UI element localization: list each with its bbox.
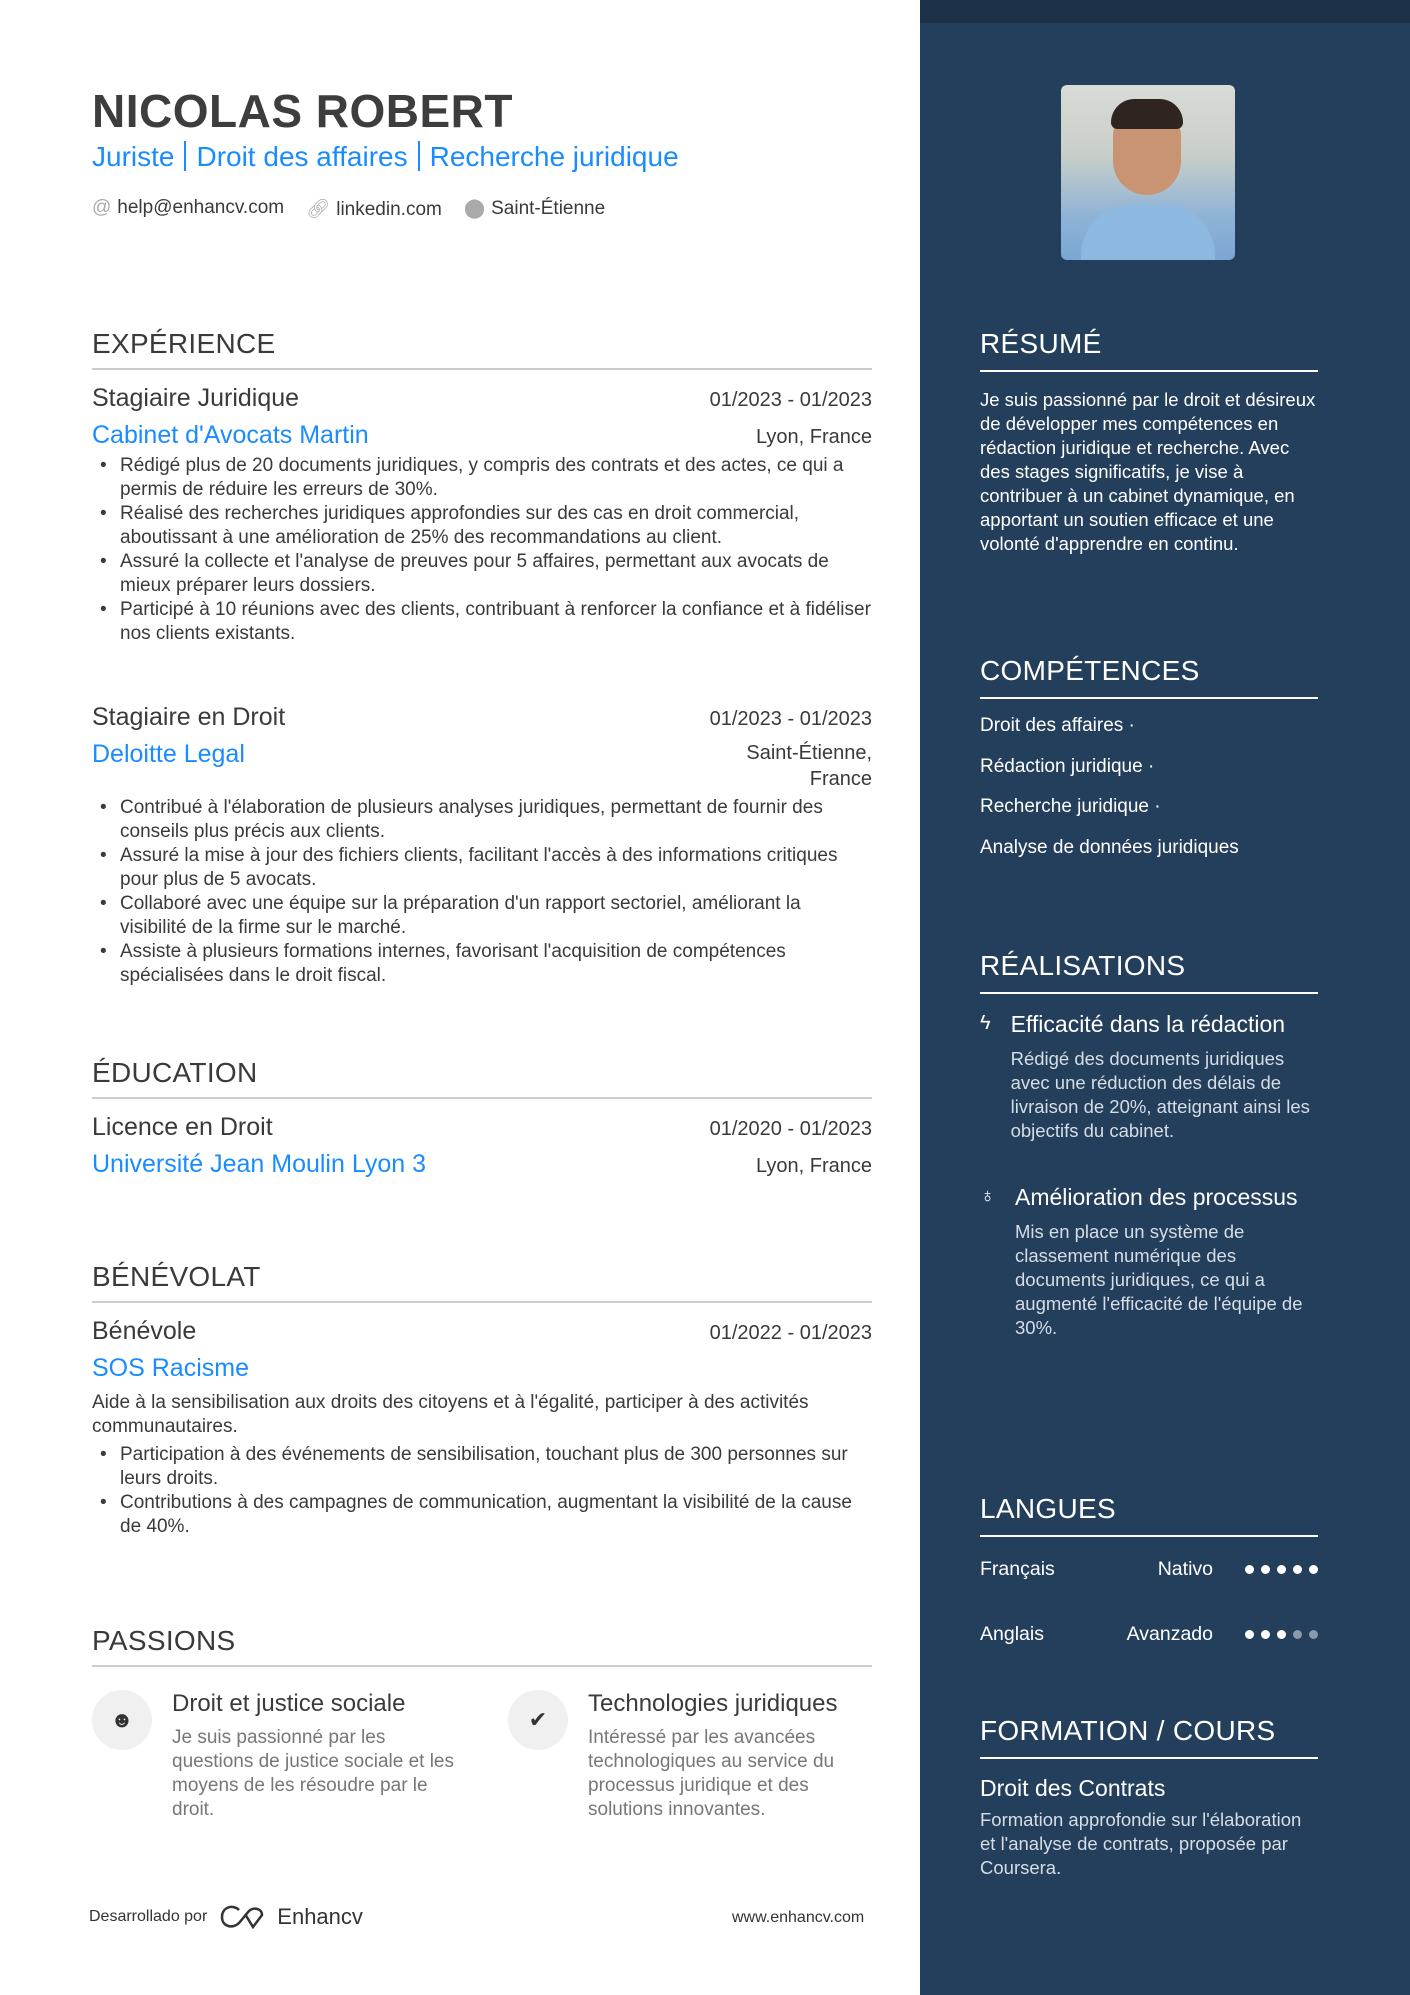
language-level: Nativo [1157,1558,1213,1580]
summary-text: Je suis passionné par le droit et désireux de développer mes compétences en rédaction juridique et recherche. Avec des stages significatifs, je vise à contribuer à un cabinet dynamique, en apportant un soutien efficace et une volonté d'apprendre en continu. [980,389,1316,554]
language-rating [1245,1565,1318,1574]
bullet: • Assuré la collecte et l'analyse de preuves pour 5 affaires, permettant aux avocats de mieux préparer leurs dossiers. [92,550,872,598]
contact-text: help@enhancv.com [117,197,285,218]
course-description: Formation approfondie sur l'élaboration et l'analyse de contrats, proposée par Coursera. [980,1809,1302,1878]
languages-section [980,1493,1318,1667]
section-heading: PASSIONS [92,1625,872,1667]
contact-linkedin[interactable] [306,197,442,221]
passion-description: Intéressé par les avancées technologiques au service du processus juridique et des solutions innovantes. [588,1727,835,1820]
language-rating [1245,1630,1318,1639]
powered-by-label: Desarrollado por [89,1908,208,1925]
section-heading: RÉSUMÉ [980,328,1318,372]
volunteer-description: Aide à la sensibilisation aux droits des citoyens et à l'égalité, participer à des activités communautaires. [92,1392,809,1437]
headline-title: Recherche juridique [429,141,679,172]
achievement-description: Rédigé des documents juridiques avec une réduction des délais de livraison de 20%, atteignant ainsi les objectifs du cabinet. [1010,1048,1310,1141]
achievements-section [980,950,1318,1380]
footer-url[interactable]: www.enhancv.com [732,1909,865,1926]
passions-section [92,1625,872,1681]
job-entry [92,384,872,646]
bullet: • Contributions à des campagnes de communication, augmentant la visibilité de la cause de 40%. [92,1491,872,1539]
head-icon: ☻ [92,1690,152,1750]
language-item [980,1602,1318,1667]
check-icon: ✔ [508,1690,568,1750]
skill-item: Rédaction juridique · [980,755,1155,777]
bullet: • Participation à des événements de sensibilisation, touchant plus de 300 personnes sur leurs droits. [92,1443,872,1491]
headline [92,141,679,173]
headline-title: Juriste [92,141,175,172]
section-heading: BÉNÉVOLAT [92,1261,872,1303]
volunteer-section [92,1261,872,1539]
passion-title: Technologies juridiques [588,1690,838,1717]
bullet: • Assuré la mise à jour des fichiers clients, facilitant l'accès à des informations critiques pour plus de 5 avocats. [92,844,872,892]
enhancv-logo-icon [219,1904,265,1930]
school-location: Lyon, France [756,1155,872,1177]
language-name: Français [980,1558,1055,1580]
section-heading: FORMATION / COURS [980,1715,1318,1759]
job-location: Saint-Étienne, France [746,742,872,790]
rating-dot [1245,1565,1254,1574]
rating-dot [1261,1630,1270,1639]
passion-description: Je suis passionné par les questions de justice sociale et les moyens de les résoudre par le droit. [172,1727,454,1820]
volunteer-org: SOS Racisme [92,1354,249,1382]
job-dates: 01/2023 - 01/2023 [709,389,872,411]
section-heading: RÉALISATIONS [980,950,1318,994]
link-icon: 🔗︎ [306,199,331,220]
location-pin-icon: ⬤ [463,198,486,219]
rating-dot [1293,1630,1302,1639]
language-item [980,1537,1318,1602]
rating-dot [1261,1565,1270,1574]
candidate-name: NICOLAS ROBERT [92,85,513,137]
job-entry [92,703,872,988]
profile-photo [1061,85,1235,260]
bullet: • Réalisé des recherches juridiques approfondies sur des cas en droit commercial, aboutissant à une amélioration de 25% des recommandations au client. [92,502,872,550]
rating-dot [1277,1630,1286,1639]
achievement-item [980,1183,1318,1340]
bullet: • Rédigé plus de 20 documents juridiques, y compris des contrats et des actes, ce qui a permis de réduire les erreurs de 30%. [92,454,872,502]
language-level: Avanzado [1126,1623,1213,1645]
education-dates: 01/2020 - 01/2023 [709,1118,872,1140]
section-heading: COMPÉTENCES [980,655,1318,699]
skill-item: Analyse de données juridiques [980,837,1239,859]
skill-item: Recherche juridique · [980,796,1161,818]
company-name: Cabinet d'Avocats Martin [92,421,369,449]
achievement-title: Efficacité dans la rédaction [1010,1011,1286,1037]
at-icon: @ [92,197,112,218]
job-title: Stagiaire en Droit [92,703,286,731]
rating-dot [1277,1565,1286,1574]
footer-branding[interactable] [89,1904,363,1930]
volunteer-role: Bénévole [92,1317,197,1345]
section-heading: EXPÉRIENCE [92,328,872,370]
rating-dot [1245,1630,1254,1639]
section-heading: ÉDUCATION [92,1057,872,1099]
experience-section [92,328,872,646]
lightbulb-icon: ♁ [980,1185,995,1207]
achievement-description: Mis en place un système de classement numérique des documents juridiques, ce qui a augmenté l'efficacité de l'équipe de 30%. [1015,1221,1303,1338]
passion-item [508,1690,878,1822]
job-title: Stagiaire Juridique [92,384,300,412]
school-name: Université Jean Moulin Lyon 3 [92,1150,426,1178]
job-dates: 01/2023 - 01/2023 [709,708,872,730]
section-heading: LANGUES [980,1493,1318,1537]
headline-title: Droit des affaires [196,141,408,172]
lightning-icon: ϟ [980,1012,991,1034]
company-name: Deloitte Legal [92,740,245,768]
achievement-title: Amélioration des processus [1015,1184,1298,1210]
volunteer-dates: 01/2022 - 01/2023 [709,1322,872,1344]
summary-section [980,328,1318,556]
rating-dot [1293,1565,1302,1574]
bullet: • Contribué à l'élaboration de plusieurs analyses juridiques, permettant de fournir des conseils plus précis aux clients. [92,796,872,844]
job-location: Lyon, France [756,426,872,448]
contact-list [92,197,605,221]
sidebar-top-bar [920,0,1410,23]
skills-section [980,655,1318,878]
contact-text: linkedin.com [336,199,442,220]
rating-dot [1309,1630,1318,1639]
passion-item [92,1690,462,1822]
bullet: • Collaboré avec une équipe sur la préparation d'un rapport sectoriel, améliorant la visibilité de la firme sur le marché. [92,892,872,940]
education-section [92,1057,872,1179]
courses-section [980,1715,1318,1880]
contact-email[interactable] [92,197,284,221]
achievement-item [980,1010,1318,1143]
degree: Licence en Droit [92,1113,273,1141]
language-name: Anglais [980,1623,1044,1645]
passion-title: Droit et justice sociale [172,1690,406,1717]
contact-location [464,197,605,221]
skill-item: Droit des affaires · [980,715,1135,736]
contact-text: Saint-Étienne [491,198,606,219]
bullet: • Participé à 10 réunions avec des clients, contribuant à renforcer la confiance et à fidéliser nos clients existants. [92,598,872,646]
brand-name: Enhancv [277,1904,363,1929]
course-title: Droit des Contrats [980,1775,1166,1801]
rating-dot [1309,1565,1318,1574]
bullet: • Assiste à plusieurs formations internes, favorisant l'acquisition de compétences spécialisées dans le droit fiscal. [92,940,872,988]
